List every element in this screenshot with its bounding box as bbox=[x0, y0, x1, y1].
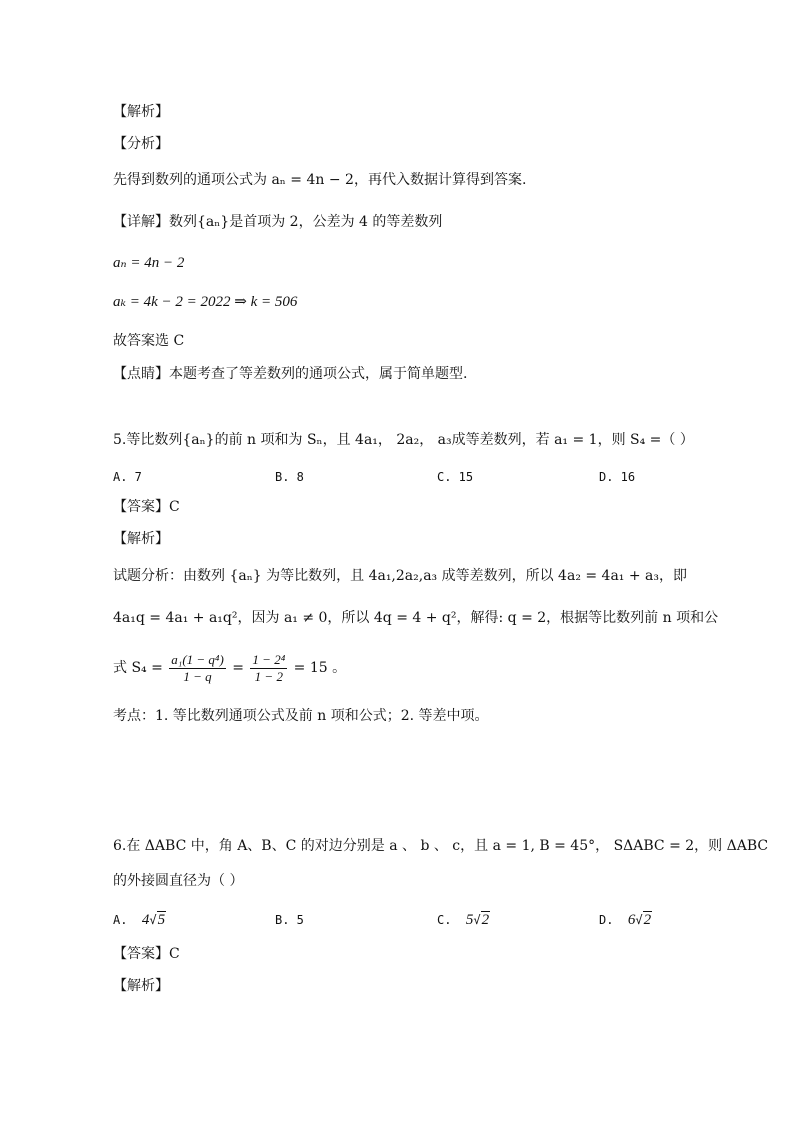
q6-stem-line1: 6.在 ΔABC 中，角 A、B、C 的对边分别是 a 、 b 、 c，且 a = 1, B = 45°， SΔABC = 2，则 ΔABC bbox=[113, 838, 769, 854]
q5-fraction-numeric bbox=[250, 652, 287, 685]
q5-jiexi-heading: 【解析】 bbox=[113, 531, 169, 547]
q5-frac2-denominator: 1 − 2 bbox=[250, 668, 287, 685]
q6-option-a-label: A. bbox=[113, 913, 128, 927]
xiangjie-text: 【详解】数列{aₙ}是首项为 2，公差为 4 的等差数列 bbox=[113, 214, 443, 230]
q6-option-d bbox=[599, 910, 652, 930]
dianjing-text: 【点睛】本题考查了等差数列的通项公式，属于简单题型. bbox=[113, 366, 468, 382]
sqrt-icon: √ bbox=[149, 913, 157, 927]
fenxi-text: 先得到数列的通项公式为 aₙ = 4n − 2，再代入数据计算得到答案. bbox=[113, 172, 527, 188]
q5-frac2-numerator: 1 − 2⁴ bbox=[252, 651, 286, 667]
q6-option-a-radicand: 5 bbox=[157, 912, 166, 928]
q6-stem-line2: 的外接圆直径为（ ） bbox=[113, 873, 244, 889]
q5-option-d: D. 16 bbox=[599, 470, 636, 484]
q6-option-b: B. 5 bbox=[275, 913, 304, 927]
fenxi-heading: 【分析】 bbox=[113, 136, 169, 152]
q6-option-a-coef: 4 bbox=[141, 912, 150, 928]
sqrt-icon: √ bbox=[635, 913, 643, 927]
q6-option-c-label: C. bbox=[437, 913, 452, 927]
q6-answer: 【答案】C bbox=[113, 946, 180, 962]
formula-ak: aₖ = 4k − 2 = 2022 ⇒ k = 506 bbox=[113, 294, 298, 310]
q5-option-c: C. 15 bbox=[437, 470, 474, 484]
q5-kaodian: 考点：1. 等比数列通项公式及前 n 项和公式；2. 等差中项。 bbox=[113, 708, 489, 724]
q5-option-a: A. 7 bbox=[113, 470, 142, 484]
q6-option-a bbox=[113, 910, 166, 930]
q5-answer: 【答案】C bbox=[113, 499, 180, 515]
q5-sum-prefix: 式 S₄ = bbox=[113, 660, 163, 676]
q6-option-d-radicand: 2 bbox=[643, 912, 652, 928]
q5-fraction-general bbox=[169, 652, 225, 685]
q5-sum-formula bbox=[113, 650, 346, 686]
q5-analysis-line1: 试题分析：由数列 {aₙ} 为等比数列，且 4a₁,2a₂,a₃ 成等差数列，所以 4a₂ = 4a₁ + a₃，即 bbox=[113, 568, 688, 584]
q5-frac1-numerator: a₁(1 − q⁴) bbox=[171, 651, 224, 667]
q5-equals: = bbox=[232, 660, 244, 676]
q5-sum-result: = 15 。 bbox=[293, 660, 347, 676]
answer-select: 故答案选 C bbox=[113, 333, 185, 349]
q6-option-d-label: D. bbox=[599, 913, 614, 927]
q6-option-c bbox=[437, 910, 490, 930]
q5-option-b: B. 8 bbox=[275, 470, 304, 484]
formula-an: aₙ = 4n − 2 bbox=[113, 255, 185, 271]
q6-option-d-coef: 6 bbox=[627, 912, 636, 928]
q6-option-c-coef: 5 bbox=[465, 912, 474, 928]
q5-stem: 5.等比数列{aₙ}的前 n 项和为 Sₙ，且 4a₁， 2a₂， a₃成等差数列，若 a₁ = 1，则 S₄ =（ ） bbox=[113, 432, 694, 448]
q5-frac1-denominator: 1 − q bbox=[169, 668, 225, 685]
q5-analysis-line2: 4a₁q = 4a₁ + a₁q²，因为 a₁ ≠ 0，所以 4q = 4 + q²，解得: q = 2，根据等比数列前 n 项和公 bbox=[113, 610, 719, 626]
q6-jiexi-heading: 【解析】 bbox=[113, 978, 169, 994]
q6-option-c-radicand: 2 bbox=[481, 912, 490, 928]
sqrt-icon: √ bbox=[473, 913, 481, 927]
jiexi-heading: 【解析】 bbox=[113, 104, 169, 120]
